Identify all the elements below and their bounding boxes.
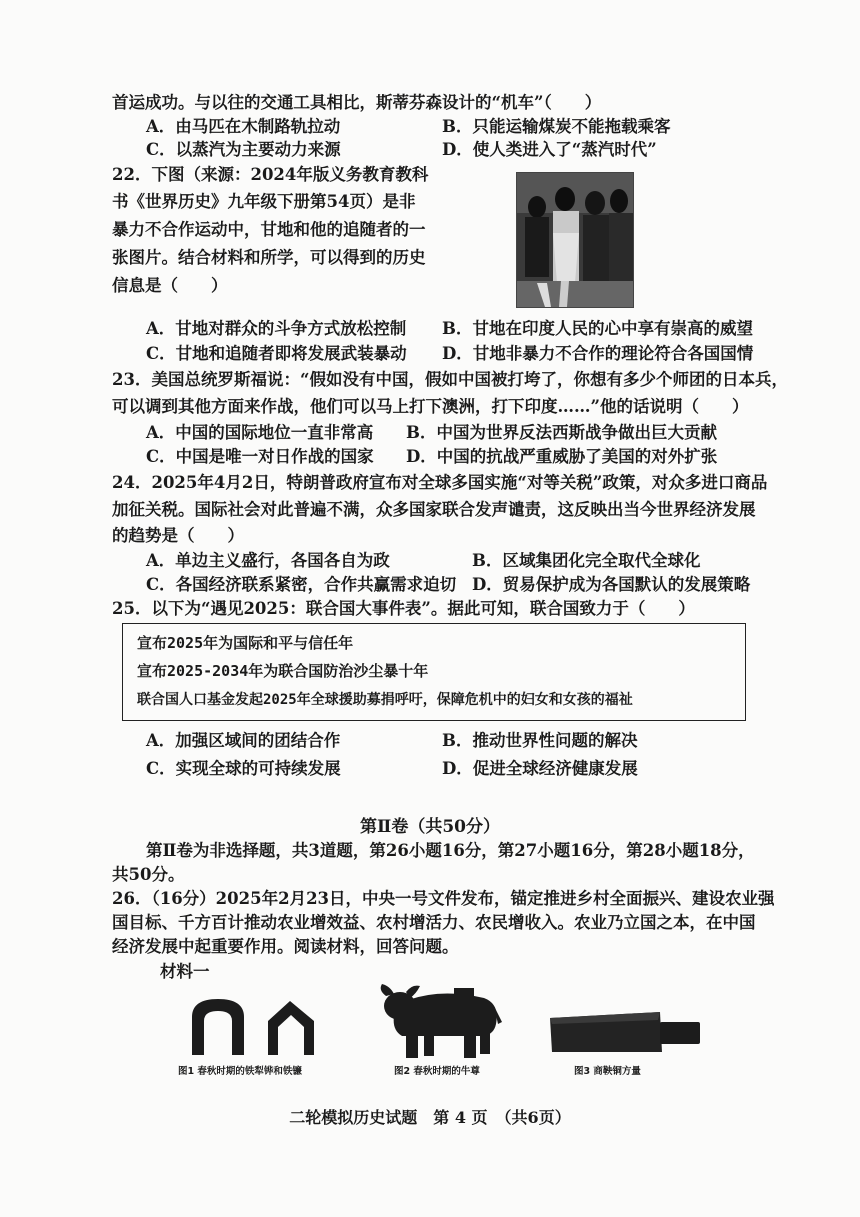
q22-option-d: D．甘地非暴力不合作的理论符合各国国情 [442, 344, 754, 363]
q26-line-3: 经济发展中起重要作用。阅读材料，回答问题。 [112, 937, 459, 956]
q24-option-c: C．各国经济联系紧密，合作共赢需求迫切 [146, 575, 457, 594]
q25-stem: 25．以下为“遇见2025：联合国大事件表”。据此可知，联合国致力于（ ） [112, 599, 695, 618]
q22-line-5: 信息是（ ） [112, 276, 228, 295]
q25-option-d: D．促进全球经济健康发展 [442, 759, 638, 778]
q22-line-1: 22．下图（来源：2024年版义务教育教科 [112, 165, 429, 184]
bronze-measure-image [548, 1008, 704, 1056]
q24-line-3: 的趋势是（ ） [112, 526, 244, 545]
q24-option-b: B．区域集团化完全取代全球化 [472, 551, 701, 570]
figure-1-caption: 图1 春秋时期的铁犁铧和铁镰 [178, 1066, 302, 1077]
q23-option-c: C．中国是唯一对日作战的国家 [146, 447, 374, 466]
q24-option-a: A．单边主义盛行，各国各自为政 [146, 551, 390, 570]
un-event-2: 宣布2025-2034年为联合国防治沙尘暴十年 [137, 662, 429, 680]
q21-option-c: C．以蒸汽为主要动力来源 [146, 140, 341, 159]
un-event-1: 宣布2025年为国际和平与信任年 [137, 634, 354, 652]
q25-option-a: A．加强区域间的团结合作 [146, 731, 341, 750]
q24-line-2: 加征关税。国际社会对此普遍不满，众多国家联合发声谴责，这反映出当今世界经济发展 [112, 500, 756, 519]
q21-option-b: B．只能运输煤炭不能拖载乘客 [442, 117, 671, 136]
q25-option-c: C．实现全球的可持续发展 [146, 759, 341, 778]
figure-3-caption: 图3 商鞅铜方量 [574, 1066, 641, 1077]
q26-line-1: 26．（16分）2025年2月23日，中央一号文件发布，锚定推进乡村全面振兴、建设农业强 [112, 889, 775, 908]
q21-option-d: D．使人类进入了“蒸汽时代” [442, 140, 657, 159]
q23-option-a: A．中国的国际地位一直非常高 [146, 423, 374, 442]
part2-desc-2: 共50分。 [112, 865, 185, 884]
q22-line-3: 暴力不合作运动中，甘地和他的追随者的一 [112, 220, 426, 239]
q23-option-d: D．中国的抗战严重威胁了美国的对外扩张 [406, 447, 718, 466]
q24-option-d: D．贸易保护成为各国默认的发展策略 [472, 575, 751, 594]
q22-option-c: C．甘地和追随者即将发展武装暴动 [146, 344, 407, 363]
part2-title: 第Ⅱ卷（共50分） [360, 817, 500, 837]
figure-2-caption: 图2 春秋时期的牛尊 [394, 1066, 480, 1077]
q26-line-2: 国目标、千方百计推动农业增效益、农村增活力、农民增收入。农业乃立国之本，在中国 [112, 913, 756, 932]
q24-line-1: 24．2025年4月2日，特朗普政府宣布对全球多国实施“对等关税”政策，对众多进口商品 [112, 473, 768, 492]
iron-plow-image [186, 995, 334, 1057]
un-events-table [122, 623, 746, 721]
q21-option-a: A．由马匹在木制路轨拉动 [146, 117, 341, 136]
material-label: 材料一 [160, 962, 210, 981]
gandhi-photo [516, 172, 634, 308]
page-footer: 二轮模拟历史试题 第 4 页 （共6页） [289, 1108, 571, 1127]
q21-stem-end: 首运成功。与以往的交通工具相比，斯蒂芬森设计的“机车”（ ） [112, 93, 602, 112]
q23-line-1: 23．美国总统罗斯福说：“假如没有中国，假如中国被打垮了，你想有多少个师团的日本兵， [112, 370, 788, 389]
q25-option-b: B．推动世界性问题的解决 [442, 731, 638, 750]
q23-line-2: 可以调到其他方面来作战，他们可以马上打下澳洲，打下印度……”他的话说明（ ） [112, 397, 749, 416]
q22-line-2: 书《世界历史》九年级下册第54页）是非 [112, 192, 416, 211]
q22-option-a: A．甘地对群众的斗争方式放松控制 [146, 319, 407, 338]
ox-zun-image [372, 982, 504, 1062]
q23-option-b: B．中国为世界反法西斯战争做出巨大贡献 [406, 423, 717, 442]
q22-option-b: B．甘地在印度人民的心中享有崇高的威望 [442, 319, 753, 338]
un-event-3: 联合国人口基金发起2025年全球援助募捐呼吁，保障危机中的妇女和女孩的福祉 [137, 692, 633, 708]
part2-desc-1: 第Ⅱ卷为非选择题，共3道题，第26小题16分，第27小题16分，第28小题18分， [146, 841, 755, 860]
q22-line-4: 张图片。结合材料和所学，可以得到的历史 [112, 248, 426, 267]
